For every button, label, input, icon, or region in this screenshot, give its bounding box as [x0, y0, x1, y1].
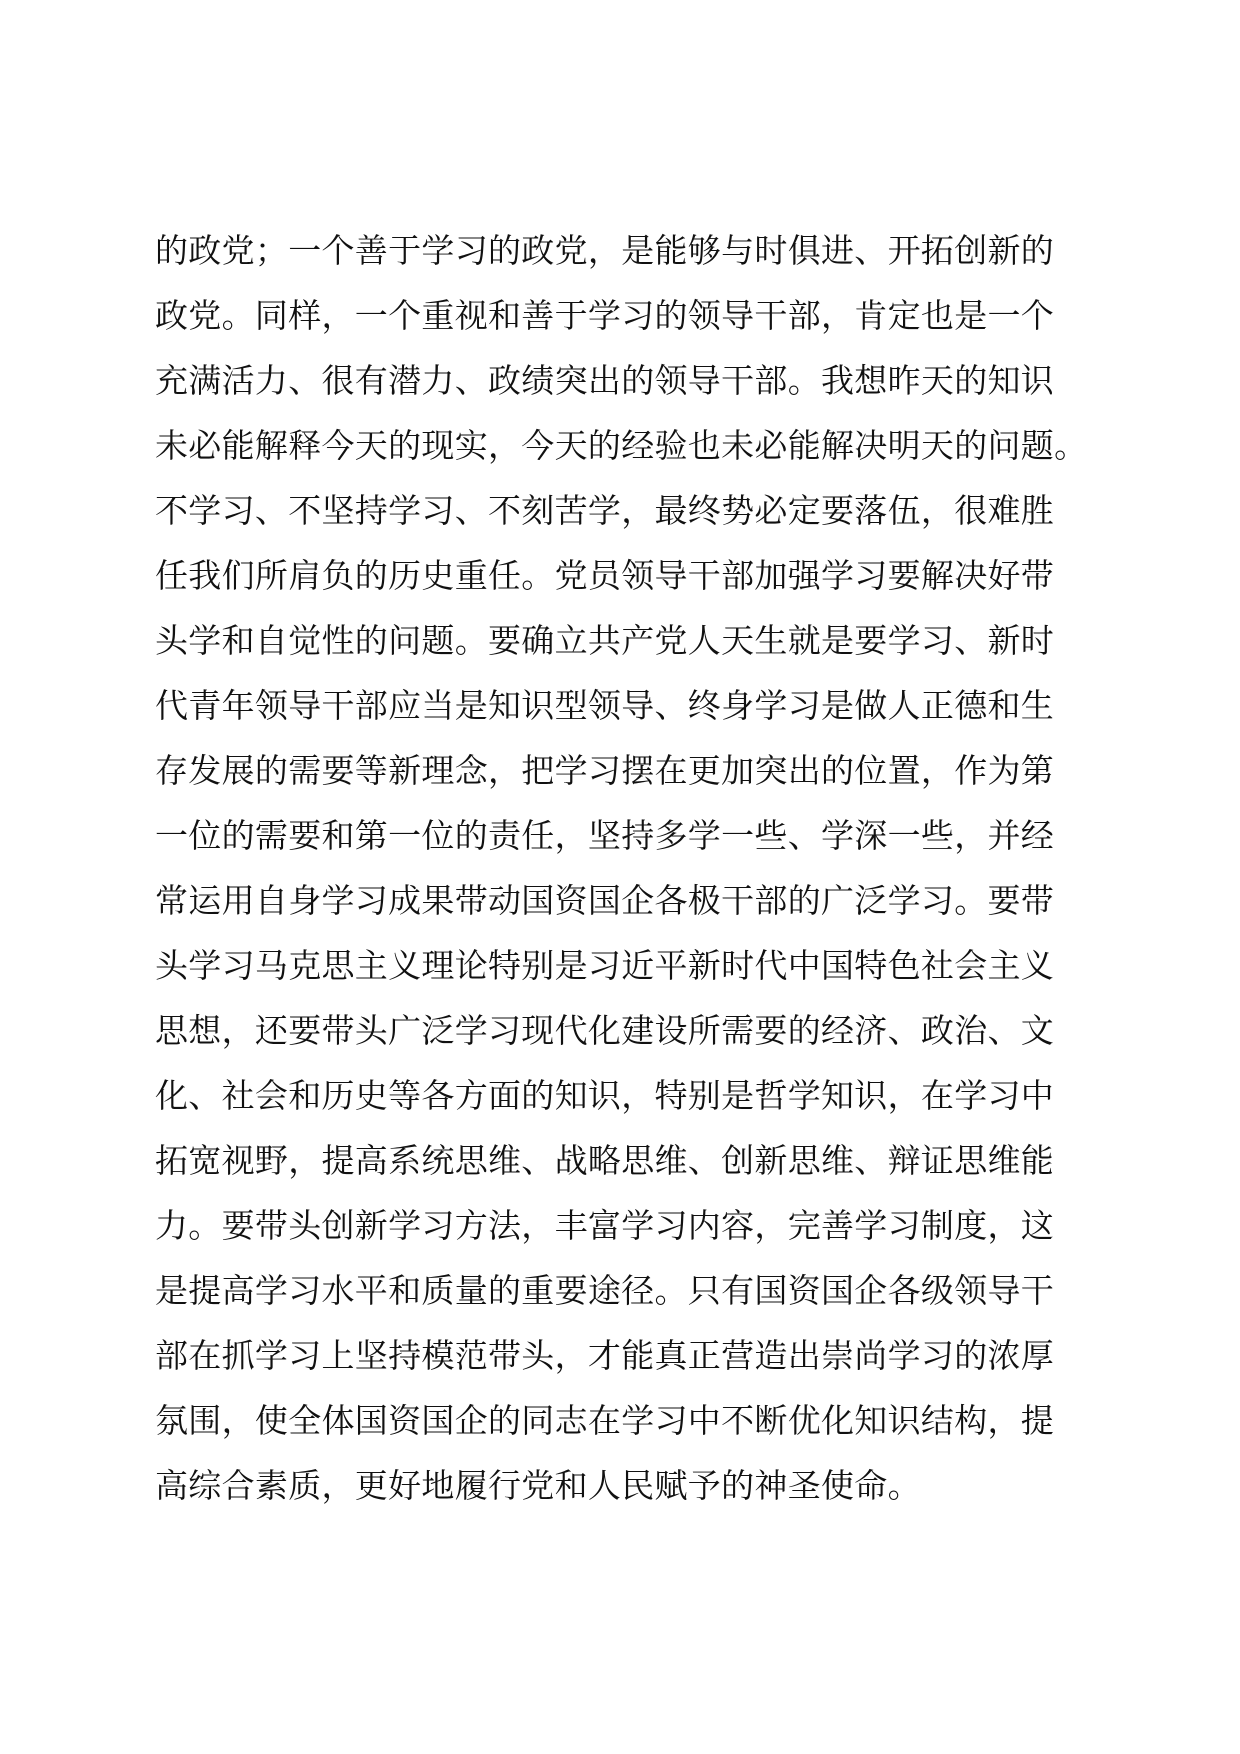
- text-line: 充满活力、很有潜力、政绩突出的领导干部。我想昨天的知识: [155, 361, 1055, 400]
- text-line: 不学习、不坚持学习、不刻苦学，最终势必定要落伍，很难胜: [155, 491, 1055, 530]
- text-line: 未必能解释今天的现实，今天的经验也未必能解决明天的问题。: [155, 426, 1088, 465]
- text-line: 头学习马克思主义理论特别是习近平新时代中国特色社会主义: [155, 946, 1055, 985]
- text-line: 政党。同样，一个重视和善于学习的领导干部，肯定也是一个: [155, 296, 1055, 335]
- text-line: 常运用自身学习成果带动国资国企各极干部的广泛学习。要带: [155, 881, 1055, 920]
- text-line: 任我们所肩负的历史重任。党员领导干部加强学习要解决好带: [155, 556, 1055, 595]
- text-line: 拓宽视野，提高系统思维、战略思维、创新思维、辩证思维能: [155, 1141, 1055, 1180]
- body-text: [155, 218, 1095, 1518]
- text-line: 力。要带头创新学习方法，丰富学习内容，完善学习制度，这: [155, 1206, 1055, 1245]
- text-line: 一位的需要和第一位的责任，坚持多学一些、学深一些，并经: [155, 816, 1055, 855]
- text-line: 化、社会和历史等各方面的知识，特别是哲学知识，在学习中: [155, 1076, 1055, 1115]
- text-line: 部在抓学习上坚持模范带头，才能真正营造出崇尚学习的浓厚: [155, 1336, 1055, 1375]
- text-line: 思想，还要带头广泛学习现代化建设所需要的经济、政治、文: [155, 1011, 1055, 1050]
- text-line: 头学和自觉性的问题。要确立共产党人天生就是要学习、新时: [155, 621, 1055, 660]
- text-line: 代青年领导干部应当是知识型领导、终身学习是做人正德和生: [155, 686, 1055, 725]
- text-line: 存发展的需要等新理念，把学习摆在更加突出的位置，作为第: [155, 751, 1055, 790]
- text-line: 是提高学习水平和质量的重要途径。只有国资国企各级领导干: [155, 1271, 1055, 1310]
- text-line: 氛围，使全体国资国企的同志在学习中不断优化知识结构，提: [155, 1401, 1055, 1440]
- text-line: 高综合素质，更好地履行党和人民赋予的神圣使命。: [155, 1466, 921, 1505]
- text-line: 的政党；一个善于学习的政党，是能够与时俱进、开拓创新的: [155, 231, 1055, 270]
